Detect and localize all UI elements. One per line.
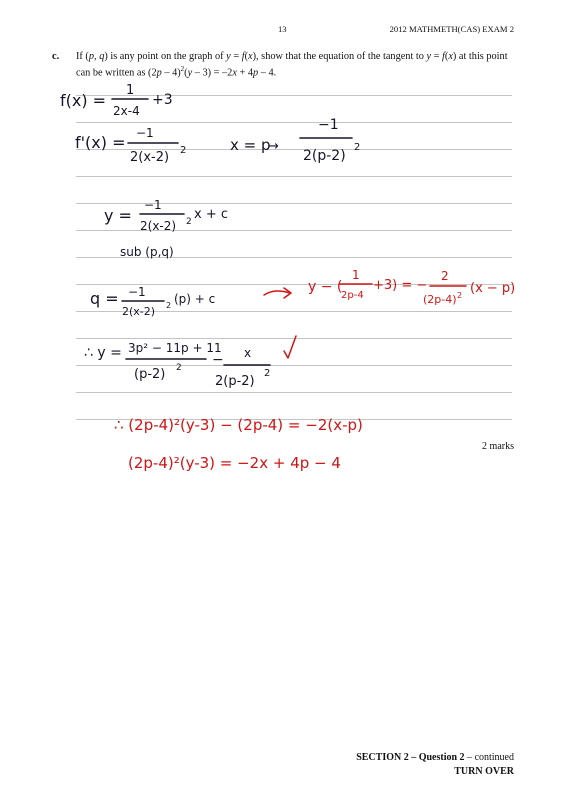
hw-text: 1 <box>352 268 360 282</box>
exam-title: 2012 MATHMETH(CAS) EXAM 2 <box>389 24 514 34</box>
hw-text: (2p-4) <box>423 293 457 306</box>
hw-text: sub (p,q) <box>120 245 174 259</box>
hw-text: f'(x) = <box>75 133 126 152</box>
checkmark-icon <box>284 336 296 358</box>
marks-label: 2 marks <box>482 441 514 452</box>
hw-text: (2p-4)²(y-3) = −2x + 4p − 4 <box>128 454 341 472</box>
hw-text: 2 <box>354 142 361 153</box>
arrow-icon <box>264 291 290 295</box>
hw-text: 2 <box>166 301 172 310</box>
hw-text: (p-2) <box>134 367 166 382</box>
hw-text: y − ( <box>308 279 343 295</box>
handwritten-line-2 <box>75 117 360 165</box>
hw-text: x = p <box>230 136 271 154</box>
hw-text: 2p-4 <box>341 290 364 301</box>
hw-text: q = <box>90 289 119 308</box>
hw-text: 2 <box>441 269 449 283</box>
hw-text: (x − p) <box>470 281 516 296</box>
hw-text: 2x-4 <box>113 104 140 118</box>
hw-text: x <box>244 346 252 360</box>
handwritten-line-1 <box>60 83 173 118</box>
hw-text: −1 <box>128 285 146 299</box>
footer-section: SECTION 2 – Question 2 – continued <box>356 752 514 763</box>
hw-text: 2 <box>264 368 271 379</box>
footer-turn-over: TURN OVER <box>454 766 514 777</box>
red-annotation-2 <box>114 416 363 472</box>
hw-text: 2(x-2) <box>122 305 156 318</box>
hw-text: 2 <box>186 217 192 227</box>
hw-text: 3p² − 11p + 11 <box>128 341 222 355</box>
hw-text: 2(x-2) <box>130 150 170 165</box>
hw-text: +3 <box>152 92 173 108</box>
hw-text: 1 <box>126 83 135 98</box>
handwritten-line-4 <box>90 285 215 318</box>
hw-text: → <box>268 139 279 154</box>
hw-text: −1 <box>144 198 162 212</box>
hw-text: 2(p-2) <box>303 148 346 164</box>
hw-text: 2(p-2) <box>215 374 255 389</box>
hw-text: − <box>212 352 224 368</box>
handwritten-line-5 <box>84 336 296 389</box>
hw-text: −1 <box>136 126 154 140</box>
hw-text: x + c <box>194 207 228 222</box>
question-label: c. <box>52 51 60 62</box>
red-annotation-1 <box>264 268 515 306</box>
handwritten-line-3 <box>104 198 228 259</box>
hw-text: 2 <box>457 291 463 300</box>
question-text: If (p, q) is any point on the graph of y = f(x), show that the equation of the tangent to y = f(x) at this point can be written as (2p – 4)$^2$(y – 3) = –2x + 4p – 4. <box>76 51 508 79</box>
hw-text: (p) + c <box>174 292 216 306</box>
hw-text: ∴ y = <box>84 345 122 361</box>
hw-text: +3) = − <box>373 278 428 293</box>
hw-text: 2 <box>176 363 182 373</box>
hw-text: f(x) = <box>60 91 107 110</box>
hw-text: 2 <box>180 145 187 156</box>
hw-text: 2(x-2) <box>140 219 177 233</box>
hw-text: −1 <box>318 117 339 133</box>
hw-text: ∴ (2p-4)²(y-3) − (2p-4) = −2(x-p) <box>114 416 363 434</box>
hw-text: y = <box>104 206 132 225</box>
page-number: 13 <box>278 24 287 34</box>
